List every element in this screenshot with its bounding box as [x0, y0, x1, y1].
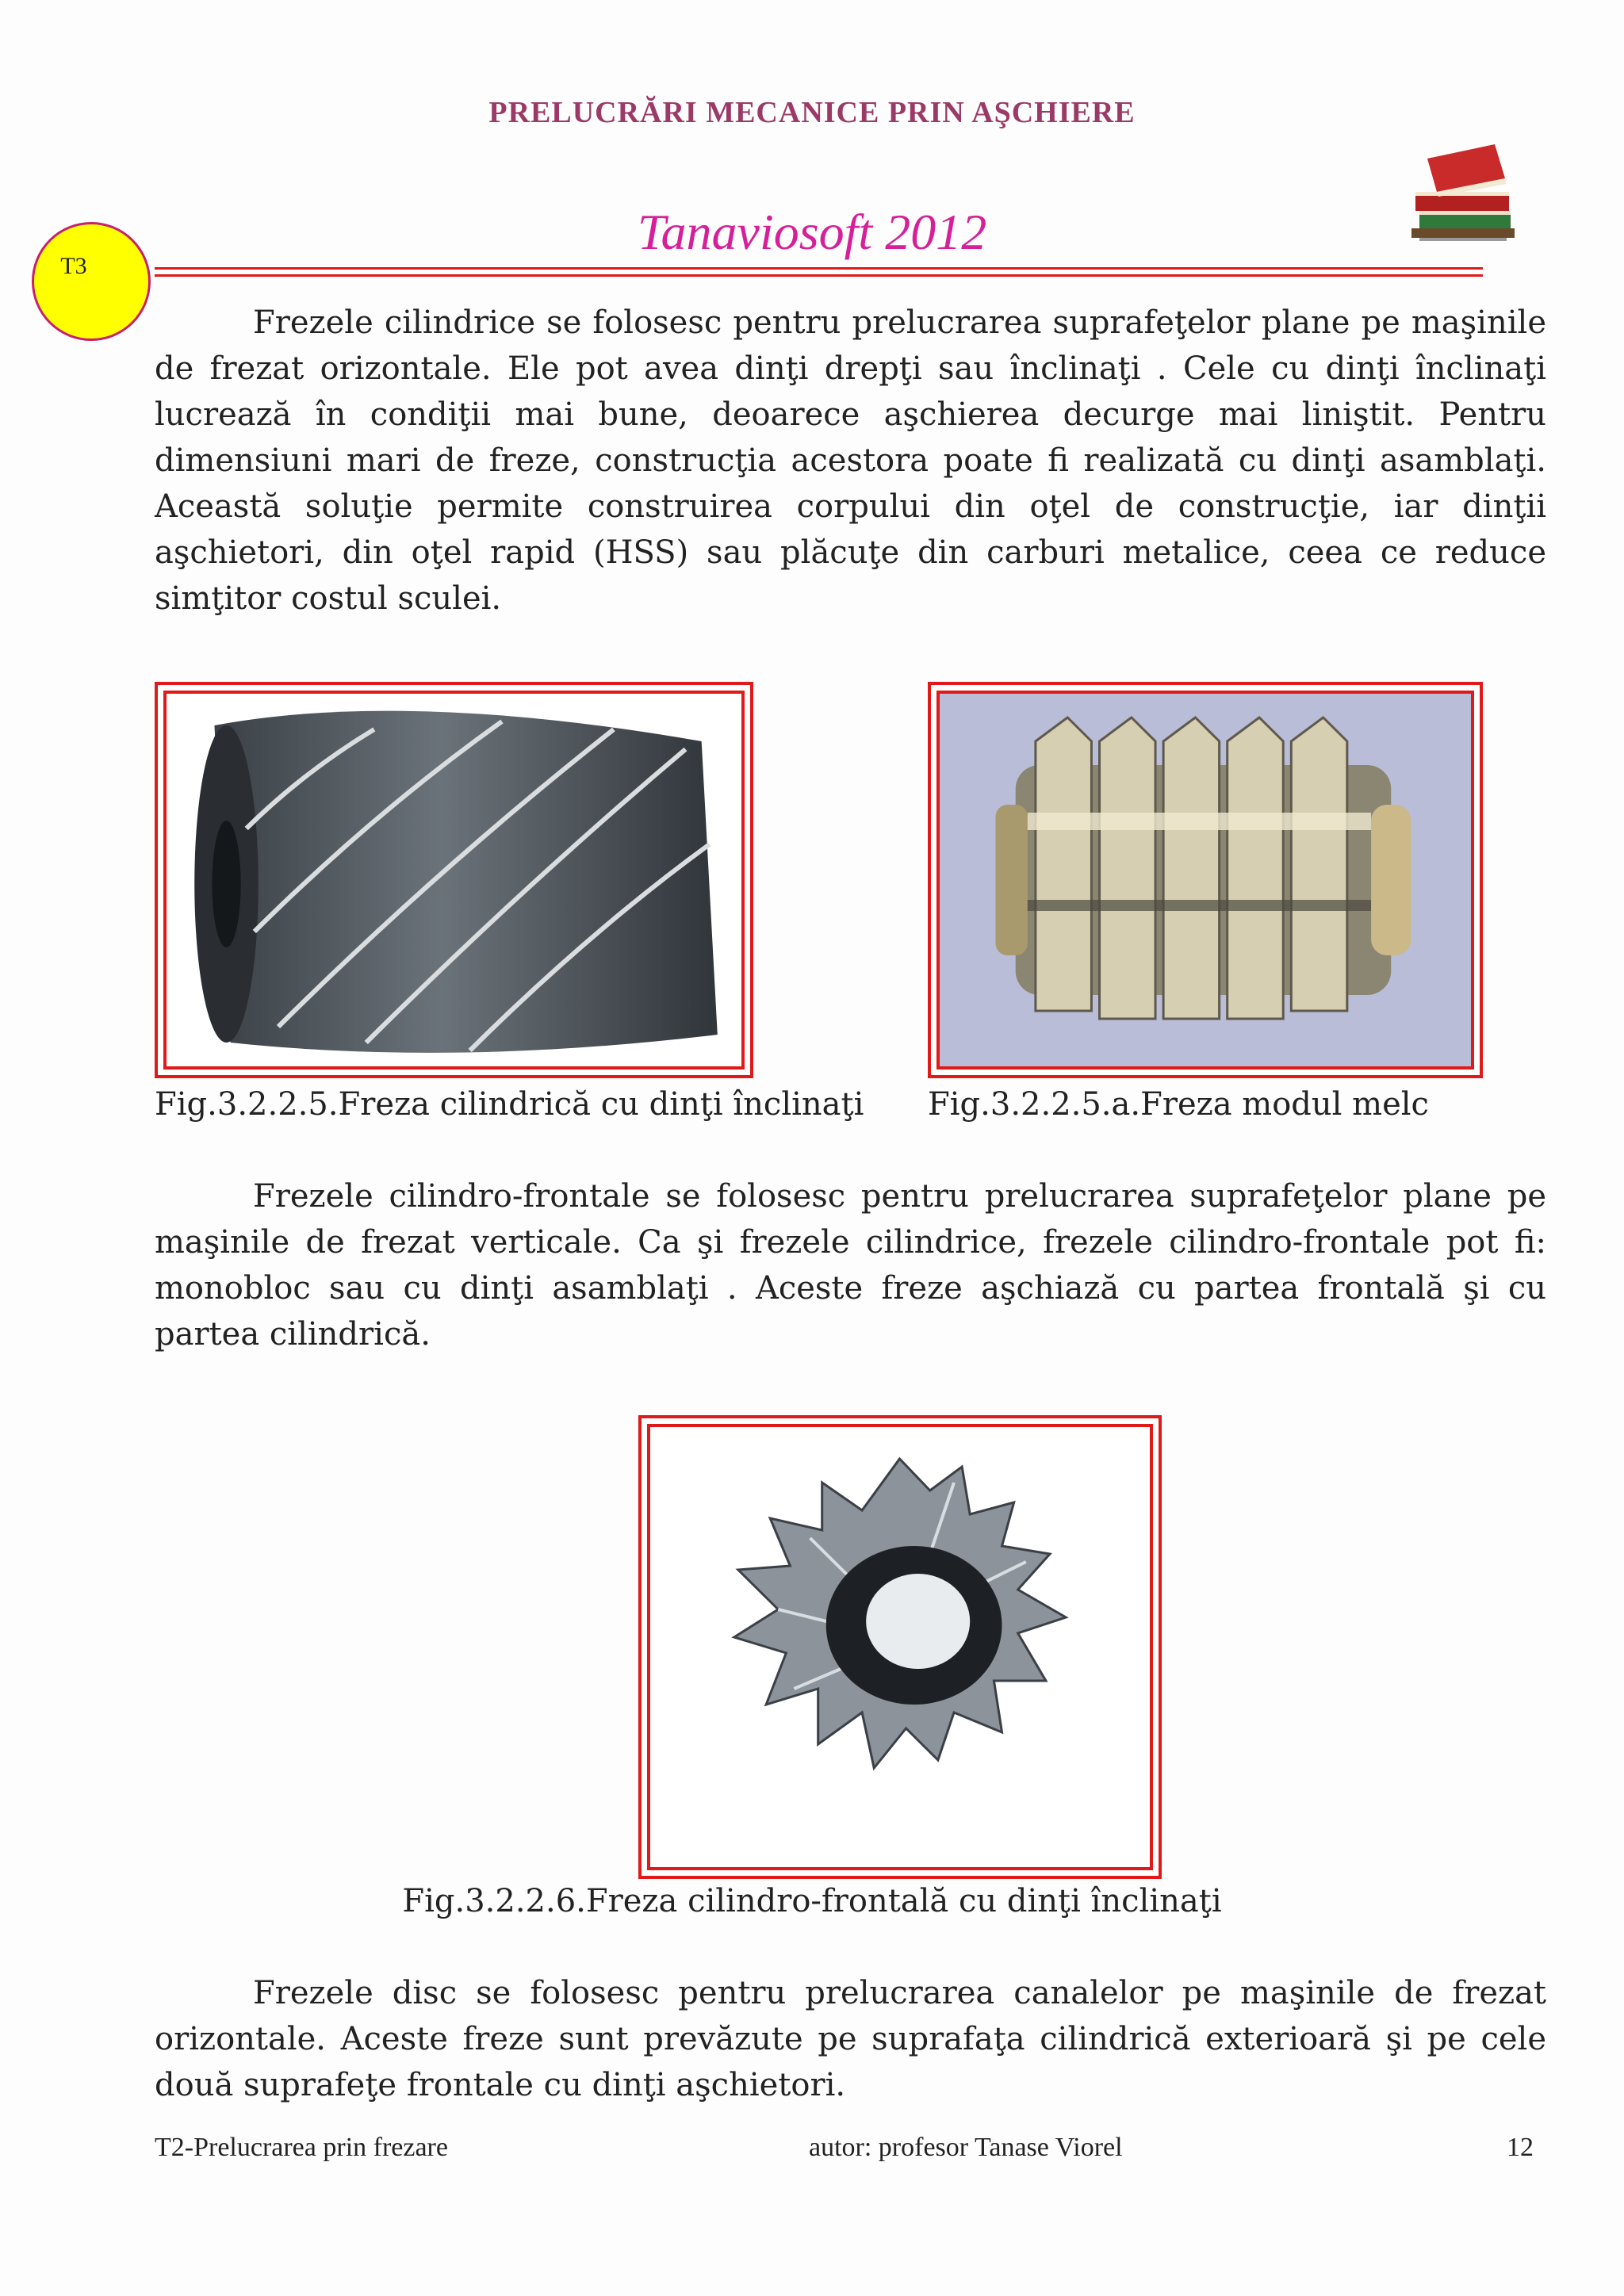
footer-author: autor: profesor Tanase Viorel [809, 2133, 1123, 2162]
page-number: 12 [1507, 2133, 1534, 2162]
paragraph-2-text: Frezele cilindro-frontale se folosesc pentru prelucrarea suprafeţelor plane pe maşinile de frezat verticale. Ca şi frezele cilindrice, frezele cilindro-frontale pot fi: monobloc sau cu dinţi asamblaţi . Aceste freze aşchiază cu partea frontală şi cu partea cilindrică. [155, 1178, 1546, 1353]
brand-title: Tanaviosoft 2012 [637, 204, 987, 260]
figure-1-caption: Fig.3.2.2.5.Freza cilindrică cu dinţi înclinaţi [155, 1086, 864, 1123]
chapter-badge [32, 222, 151, 341]
header-rule-top [155, 267, 1483, 270]
figure-2-caption: Fig.3.2.2.5.a.Freza modul melc [928, 1086, 1429, 1123]
figure-3-frame [638, 1415, 1162, 1879]
header-title: PRELUCRĂRI MECANICE PRIN AŞCHIERE [488, 96, 1136, 129]
paragraph-3 [155, 1970, 1546, 2108]
figure-1-image [163, 691, 745, 1070]
figure-3-caption: Fig.3.2.2.6.Freza cilindro-frontală cu dinţi înclinaţi [402, 1883, 1222, 1919]
paragraph-3-text: Frezele disc se folosesc pentru prelucrarea canalelor pe maşinile de frezat orizontale. Aceste freze sunt prevăzute pe suprafaţa cilindrică exterioară şi pe cele două suprafeţe frontale cu dinţi aşchietori. [155, 1975, 1546, 2103]
figure-1-frame [155, 682, 753, 1078]
paragraph-2 [155, 1173, 1546, 1357]
paragraph-1-text: Frezele cilindrice se folosesc pentru prelucrarea suprafeţelor plane pe maşinile de frezat orizontale. Ele pot avea dinţi drepţi sau înclinaţi . Cele cu dinţi înclinaţi lucrează în condiţii mai bune, deoarece aşchierea decurge mai liniştit. Pentru dimensiuni mari de freze, construcţia acestora poate fi realizată cu dinţi asamblaţi. Această soluţie permite construirea corpului din oţel de construcţie, iar dinţii aşchietori, din oţel rapid (HSS) sau plăcuţe din carburi metalice, ceea ce reduce simţitor costul sculei. [155, 304, 1546, 617]
chapter-badge-label: T3 [60, 253, 87, 279]
footer-left: T2-Prelucrarea prin frezare [155, 2133, 448, 2162]
figure-3-image [647, 1424, 1153, 1870]
paragraph-1 [155, 300, 1546, 622]
header-rule-bottom [155, 274, 1483, 277]
figure-2-image [936, 691, 1474, 1070]
figure-2-frame [928, 682, 1483, 1078]
